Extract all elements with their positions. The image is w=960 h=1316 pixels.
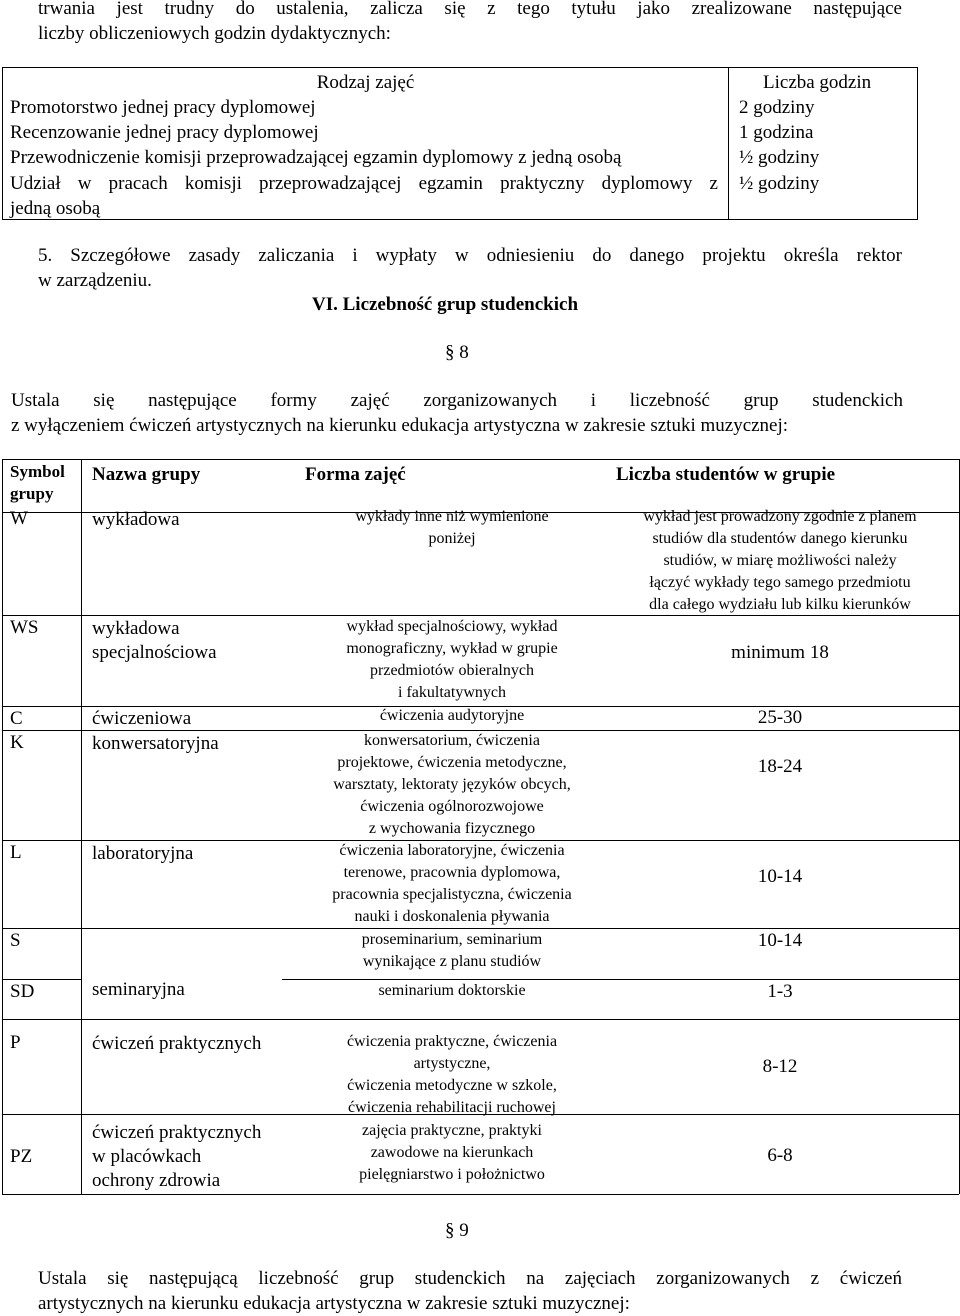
intro-line-2: liczby obliczeniowych godzin dydaktycznych: bbox=[38, 23, 391, 44]
row-pz-form-line-3: pielęgniarstwo i położnictwo bbox=[359, 1166, 545, 1183]
para9-line-1: Ustala się następującą liczebność grup studenckich na zajęciach zorganizowanych z ćwiczeń bbox=[38, 1268, 902, 1289]
para8-line-1: Ustala się następujące formy zajęć zorganizowanych i liczebność grup studenckich bbox=[11, 390, 903, 411]
row-pz-form bbox=[302, 1120, 602, 1186]
hours-row-4-name-line-2: jedną osobą bbox=[10, 198, 101, 219]
row-p-count: 8-12 bbox=[762, 1056, 798, 1077]
paragraph-9-heading: § 9 bbox=[445, 1220, 469, 1241]
row-l-form-line-2: terenowe, pracownia dyplomowa, bbox=[343, 864, 561, 881]
header-group-name: Nazwa grupy bbox=[92, 464, 201, 485]
hours-row-1-hours: 2 godziny bbox=[739, 97, 815, 118]
row-p-form-line-2: artystyczne, bbox=[413, 1055, 491, 1072]
row-pz-name-line-3: ochrony zdrowia bbox=[92, 1170, 221, 1191]
header-symbol-line-2: grupy bbox=[10, 484, 54, 503]
hours-row-1-name: Promotorstwo jednej pracy dyplomowej bbox=[10, 97, 316, 118]
hours-row-4-name-line-1: Udział w pracach komisji przeprowadzającej egzamin praktyczny dyplomowy z bbox=[10, 173, 718, 194]
row-w-count-line-5: dla całego wydziału lub kilku kierunków bbox=[649, 596, 911, 613]
row-sd-count: 1-3 bbox=[767, 981, 793, 1002]
row-divider bbox=[2, 1019, 959, 1020]
row-c-form: ćwiczenia audytoryjne bbox=[379, 707, 525, 724]
table-border-left bbox=[2, 459, 3, 1194]
row-w-count-line-2: studiów dla studentów danego kierunku bbox=[652, 530, 908, 547]
row-c-count: 25-30 bbox=[757, 707, 803, 728]
row-w-name: wykładowa bbox=[92, 509, 180, 530]
point5-line-2: w zarządzeniu. bbox=[38, 270, 152, 291]
table-border-top bbox=[2, 459, 959, 460]
row-ws-form bbox=[302, 616, 602, 704]
row-sd-symbol: SD bbox=[10, 981, 35, 1002]
row-pz-form-line-2: zawodowe na kierunkach bbox=[370, 1144, 534, 1161]
row-p-symbol: P bbox=[10, 1032, 21, 1053]
row-p-form-line-3: ćwiczenia metodyczne w szkole, bbox=[347, 1077, 557, 1094]
row-pz-count: 6-8 bbox=[767, 1145, 793, 1166]
row-p-form bbox=[302, 1031, 602, 1119]
row-pz-name bbox=[92, 1121, 261, 1193]
row-s-symbol: S bbox=[10, 930, 21, 951]
row-k-form-line-2: projektowe, ćwiczenia metodyczne, bbox=[337, 754, 567, 771]
row-w-form-line-2: poniżej bbox=[428, 530, 476, 547]
row-k-count: 18-24 bbox=[757, 756, 803, 777]
hours-row-2-name: Recenzowanie jednej pracy dyplomowej bbox=[10, 122, 319, 143]
row-p-form-line-1: ćwiczenia praktyczne, ćwiczenia bbox=[346, 1033, 558, 1050]
row-k-form-line-1: konwersatorium, ćwiczenia bbox=[364, 732, 540, 749]
row-s-form-line-1: proseminarium, seminarium bbox=[361, 931, 543, 948]
hours-row-2-hours: 1 godzina bbox=[739, 122, 814, 143]
row-ws-form-line-3: przedmiotów obieralnych bbox=[370, 662, 534, 679]
table-border-bottom bbox=[2, 1194, 959, 1195]
row-w-symbol: W bbox=[10, 508, 28, 529]
row-pz-name-line-1: ćwiczeń praktycznych bbox=[92, 1122, 262, 1143]
section-title: VI. Liczebność grup studenckich bbox=[312, 294, 579, 315]
row-k-form-line-3: warsztaty, lektoraty języków obcych, bbox=[333, 776, 571, 793]
row-ws-name-line-1: wykładowa bbox=[92, 618, 180, 639]
row-pz-form-line-1: zajęcia praktyczne, praktyki bbox=[362, 1122, 542, 1139]
row-w-count-line-1: wykład jest prowadzony zgodnie z planem bbox=[643, 508, 917, 525]
row-l-form bbox=[302, 840, 602, 928]
row-w-count-line-4: łączyć wykłady tego samego przedmiotu bbox=[649, 574, 911, 591]
row-k-form bbox=[302, 730, 602, 840]
row-l-name: laboratoryjna bbox=[92, 843, 194, 864]
row-l-symbol: L bbox=[10, 842, 22, 863]
row-ws-name bbox=[92, 617, 217, 665]
header-symbol-line-1: Symbol bbox=[10, 462, 65, 481]
hours-row-4-hours: ½ godziny bbox=[739, 173, 820, 194]
row-ws-symbol: WS bbox=[10, 617, 39, 638]
row-ws-form-line-2: monograficzny, wykład w grupie bbox=[346, 640, 558, 657]
hours-table-divider bbox=[728, 68, 729, 219]
row-w-count bbox=[600, 506, 960, 616]
groups-table bbox=[2, 459, 959, 1194]
row-l-form-line-3: pracownia specjalistyczna, ćwiczenia bbox=[332, 886, 572, 903]
row-l-form-line-1: ćwiczenia laboratoryjne, ćwiczenia bbox=[339, 842, 565, 859]
row-w-count-line-3: studiów, w miarę możliwości należy bbox=[663, 552, 897, 569]
paragraph-8-heading: § 8 bbox=[445, 342, 469, 363]
row-s-count: 10-14 bbox=[757, 930, 803, 951]
row-sd-form: seminarium doktorskie bbox=[378, 982, 526, 999]
hours-table-header-type: Rodzaj zajęć bbox=[316, 72, 415, 93]
column-divider-symbol bbox=[81, 459, 82, 1194]
row-pz-name-line-2: w placówkach bbox=[92, 1146, 202, 1167]
row-s-form-line-2: wynikające z planu studiów bbox=[362, 953, 542, 970]
row-l-form-line-4: nauki i doskonalenia pływania bbox=[354, 908, 550, 925]
row-sd-name: seminaryjna bbox=[92, 979, 185, 1000]
row-ws-form-line-4: i fakultatywnych bbox=[398, 684, 506, 701]
row-k-form-line-4: ćwiczenia ogólnorozwojowe bbox=[360, 798, 544, 815]
row-w-form bbox=[302, 506, 602, 550]
hours-row-3-hours: ½ godziny bbox=[739, 147, 820, 168]
row-w-form-line-1: wykłady inne niż wymienione bbox=[355, 508, 549, 525]
header-form: Forma zajęć bbox=[305, 464, 406, 485]
row-s-form bbox=[302, 929, 602, 973]
row-ws-count: minimum 18 bbox=[731, 642, 829, 663]
row-l-count: 10-14 bbox=[757, 866, 803, 887]
row-ws-name-line-2: specjalnościowa bbox=[92, 642, 217, 663]
hours-table-header-hours: Liczba godzin bbox=[763, 72, 872, 93]
row-pz-symbol: PZ bbox=[10, 1146, 33, 1167]
row-k-name: konwersatoryjna bbox=[92, 733, 219, 754]
row-p-name: ćwiczeń praktycznych bbox=[92, 1033, 262, 1054]
row-k-symbol: K bbox=[10, 732, 24, 753]
row-ws-form-line-1: wykład specjalnościowy, wykład bbox=[346, 618, 558, 635]
point5-line-1: 5. Szczegółowe zasady zaliczania i wypłaty w odniesieniu do danego projektu określa rektor bbox=[38, 245, 902, 266]
header-student-count: Liczba studentów w grupie bbox=[616, 464, 836, 485]
intro-line-1: trwania jest trudny do ustalenia, zalicza się z tego tytułu jako zrealizowane następujące bbox=[38, 0, 902, 19]
hours-table bbox=[2, 67, 918, 220]
row-p-form-line-4: ćwiczenia rehabilitacji ruchowej bbox=[348, 1099, 556, 1116]
para9-line-2: artystycznych na kierunku edukacja artystyczna w zakresie sztuki muzycznej: bbox=[38, 1293, 630, 1314]
row-k-form-line-5: z wychowania fizycznego bbox=[368, 820, 536, 837]
row-c-name: ćwiczeniowa bbox=[92, 708, 192, 729]
header-symbol bbox=[10, 461, 65, 505]
hours-row-3-name: Przewodniczenie komisji przeprowadzającej egzamin dyplomowy z jedną osobą bbox=[10, 147, 622, 168]
row-c-symbol: C bbox=[10, 708, 23, 729]
para8-line-2: z wyłączeniem ćwiczeń artystycznych na kierunku edukacja artystyczna w zakresie sztuki muzycznej: bbox=[11, 415, 789, 436]
